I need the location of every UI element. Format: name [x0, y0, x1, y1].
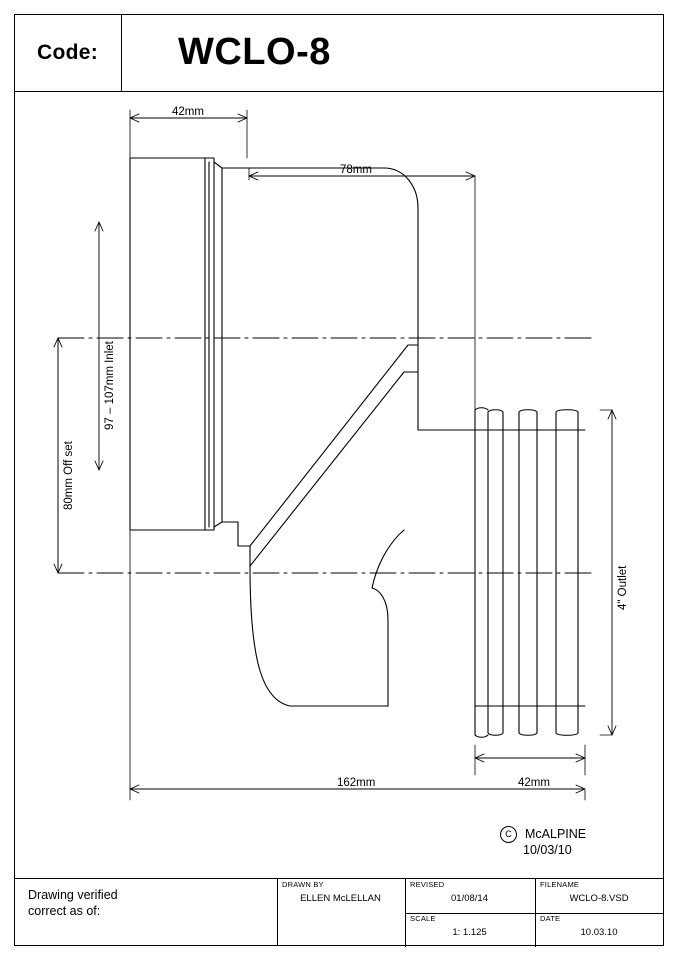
dim-inlet-flange-width: 42mm	[172, 106, 204, 118]
dim-top-horizontal: 78mm	[340, 164, 372, 176]
inlet-cuff	[130, 158, 222, 530]
dim-outlet-flange-width: 42mm	[518, 777, 550, 789]
dim-outlet-size: 4" Outlet	[617, 565, 629, 610]
code-label: Code:	[14, 14, 122, 91]
filename-cell	[536, 879, 664, 913]
outlet-finned-spigot	[475, 408, 585, 738]
verified-line-2: correct as of:	[28, 904, 101, 918]
drawn-by-label: DRAWN BY	[282, 880, 324, 889]
verified-line-1: Drawing verified	[28, 888, 118, 902]
witness-lines	[58, 110, 612, 800]
revised-label: REVISED	[410, 880, 445, 889]
dimension-lines	[54, 114, 616, 793]
date-value: 10.03.10	[580, 927, 618, 938]
filename-label: FILENAME	[540, 880, 580, 889]
dim-offset: 80mm Off set	[63, 441, 75, 510]
company-name: McALPINE	[525, 827, 587, 841]
revised-cell	[406, 879, 536, 913]
info-block	[14, 878, 664, 946]
scale-value: 1: 1.125	[452, 927, 487, 938]
date-cell	[536, 913, 664, 947]
drawn-by-value: ELLEN McLELLAN	[300, 893, 381, 904]
connector-outline	[250, 345, 475, 706]
scale-cell	[406, 913, 536, 947]
filename-value: WCLO-8.VSD	[569, 893, 629, 904]
revised-value: 01/08/14	[451, 893, 488, 904]
info-grid	[278, 879, 664, 946]
copyright-date: 10/03/10	[523, 843, 572, 857]
verification-note	[14, 879, 278, 946]
copyright-block	[500, 826, 660, 858]
drawn-by-cell	[278, 879, 406, 947]
dim-overall-length: 162mm	[337, 777, 376, 789]
dim-inlet-height: 97 – 107mm Inlet	[104, 341, 116, 430]
pan-connector-body	[222, 168, 418, 546]
copyright-icon: C	[500, 826, 517, 843]
scale-label: SCALE	[410, 914, 436, 923]
date-label: DATE	[540, 914, 561, 923]
product-code: WCLO-8	[178, 31, 331, 73]
centre-lines	[58, 338, 596, 573]
info-row-divider	[406, 913, 664, 914]
